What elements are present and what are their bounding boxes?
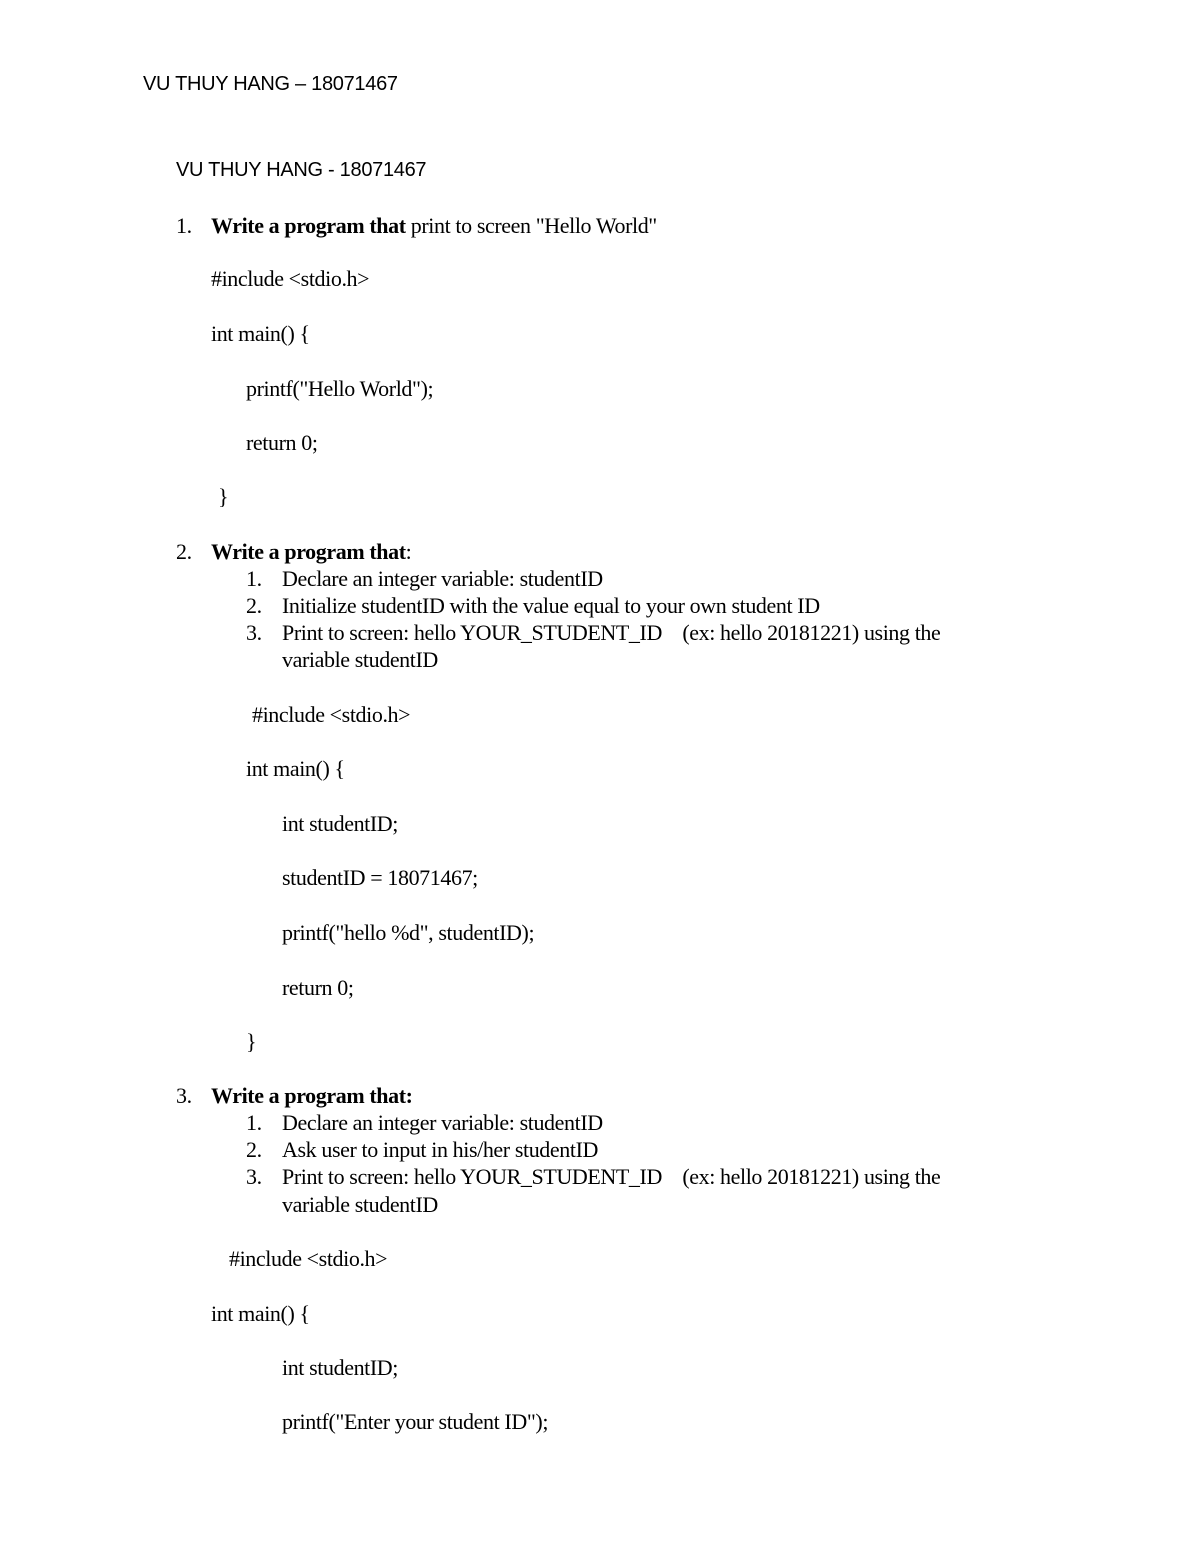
q3-subitem-text: Declare an integer variable: studentID xyxy=(282,1110,603,1135)
q2-code-line: int main() { xyxy=(246,756,345,781)
q3-code-line: printf("Enter your student ID"); xyxy=(282,1409,549,1434)
q2-subitem-text: Initialize studentID with the value equal to your own student ID xyxy=(282,593,820,618)
q2-code-line: } xyxy=(246,1029,257,1054)
q1-heading-bold: Write a program that xyxy=(211,213,406,238)
q3-subitem-text: Print to screen: hello YOUR_STUDENT_ID (ex: hello 20181221) using the xyxy=(282,1164,941,1189)
q1-code-line: } xyxy=(218,484,229,509)
q2-heading-bold: Write a program that xyxy=(211,539,406,564)
q2-code-line: printf("hello %d", studentID); xyxy=(282,920,535,945)
q2-heading-rest: : xyxy=(405,539,412,564)
q3-subitem-text-cont: variable studentID xyxy=(282,1192,438,1217)
q2-subitem-number: 3. xyxy=(246,620,262,645)
q2-code-line: studentID = 18071467; xyxy=(282,865,478,890)
q2-subitem-text: Print to screen: hello YOUR_STUDENT_ID (ex: hello 20181221) using the xyxy=(282,620,941,645)
q3-subitem-number: 1. xyxy=(246,1110,262,1135)
q3-subitem-number: 2. xyxy=(246,1137,262,1162)
q1-code-line: int main() { xyxy=(211,321,310,346)
q3-code-line: int main() { xyxy=(211,1301,310,1326)
q1-heading xyxy=(211,215,657,237)
q2-subitem-text-cont: variable studentID xyxy=(282,647,438,672)
q3-heading xyxy=(211,1085,413,1107)
q1-code-line: #include <stdio.h> xyxy=(211,266,370,291)
page-header: VU THUY HANG – 18071467 xyxy=(143,73,398,95)
q2-code-line: int studentID; xyxy=(282,811,399,836)
q1-number: 1. xyxy=(176,213,192,238)
q3-code-line: int studentID; xyxy=(282,1355,399,1380)
q2-code-line: return 0; xyxy=(282,975,354,1000)
q2-subitem-number: 2. xyxy=(246,593,262,618)
q2-code-line: #include <stdio.h> xyxy=(252,702,411,727)
q2-number: 2. xyxy=(176,539,192,564)
q3-subitem-number: 3. xyxy=(246,1164,262,1189)
q2-heading xyxy=(211,541,411,563)
q3-number: 3. xyxy=(176,1083,192,1108)
document-title: VU THUY HANG - 18071467 xyxy=(176,159,427,181)
q3-subitem-text: Ask user to input in his/her studentID xyxy=(282,1137,598,1162)
q2-subitem-text: Declare an integer variable: studentID xyxy=(282,566,603,591)
q1-code-line: printf("Hello World"); xyxy=(246,376,434,401)
q3-code-line: #include <stdio.h> xyxy=(229,1246,388,1271)
q1-code-line: return 0; xyxy=(246,430,318,455)
q2-subitem-number: 1. xyxy=(246,566,262,591)
q1-heading-rest: print to screen "Hello World" xyxy=(405,213,657,238)
q3-heading-bold: Write a program that: xyxy=(211,1083,413,1108)
